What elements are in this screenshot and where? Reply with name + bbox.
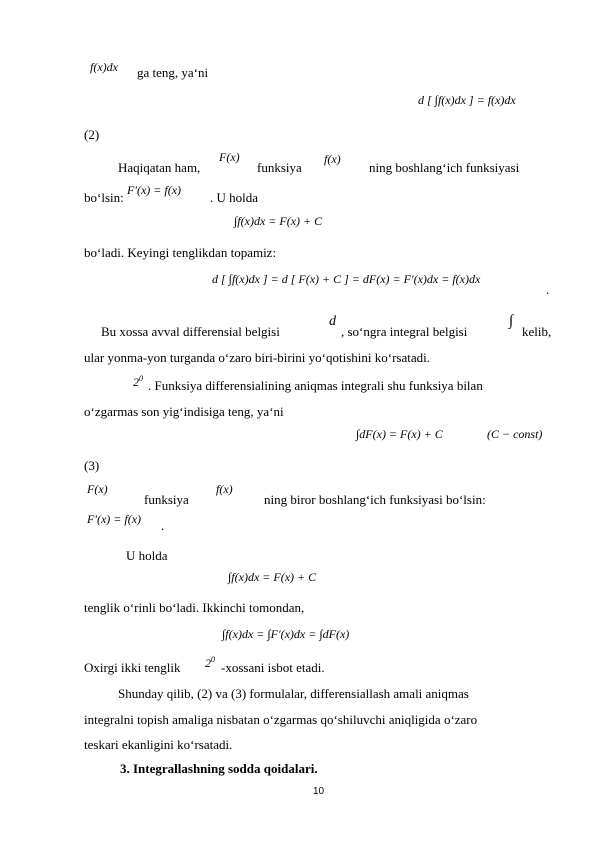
text-line: o‘zgarmas son yig‘indisiga teng, ya‘ni: [84, 404, 284, 419]
text-line: . U holda: [210, 190, 259, 205]
formula-Fx: F(x): [87, 482, 108, 496]
formula-fxdx: f(x)dx: [90, 60, 118, 74]
text-line: Haqiqatan ham,: [118, 160, 201, 175]
text-line: ular yonma-yon turganda o‘zaro biri-birini yo‘qotishini ko‘rsatadi.: [84, 350, 430, 365]
formula-Fx: F(x): [219, 150, 240, 164]
integral-sign: ∫: [509, 313, 514, 329]
text-line: , so‘ngra integral belgisi: [341, 324, 468, 339]
formula-Fprime-eq-f: F′(x) = f(x): [87, 512, 142, 526]
formula-d: d: [329, 314, 336, 329]
text-line: bo‘ladi. Keyingi tenglikdan topamiz:: [84, 245, 277, 260]
equation-integral-f: ∫f(x)dx = F(x) + C: [228, 570, 317, 584]
equation-d-integral: d [ ∫f(x)dx ] = f(x)dx: [418, 93, 516, 107]
formula-two: $2^0$: [205, 655, 215, 670]
equation-3: ∫dF(x) = F(x) + C: [356, 427, 443, 441]
punctuation: .: [161, 518, 165, 533]
text-line: Bu xossa avval differensial belgisi: [101, 324, 280, 339]
text-line: -xossani isbot etadi.: [221, 660, 325, 675]
formula-fx: f(x): [216, 482, 233, 496]
equation-long-chain: d [ ∫f(x)dx ] = d [ F(x) + C ] = dF(x) = F′(x)dx = f(x)dx: [212, 272, 481, 286]
formula-Fprime-eq-f: F′(x) = f(x): [127, 183, 182, 197]
punctuation: .: [546, 282, 550, 297]
section-heading: 3. Integrallashning sodda qoidalari.: [120, 761, 318, 776]
formula-fx: f(x): [324, 152, 341, 166]
text-line: bo‘lsin:: [84, 190, 124, 205]
text-line: integralni topish amaliga nisbatan o‘zgarmas qo‘shiluvchi aniqligida o‘zaro: [84, 712, 478, 727]
text-line: tenglik o‘rinli bo‘ladi. Ikkinchi tomondan,: [84, 600, 305, 615]
equation-integral-f: ∫f(x)dx = F(x) + C: [234, 214, 323, 228]
text-line: U holda: [126, 548, 168, 563]
page-number: 10: [313, 786, 325, 797]
formula-two: $2^0$: [133, 374, 143, 389]
text-line: kelib,: [522, 324, 552, 339]
text-line: ning biror boshlang‘ich funksiyasi bo‘lsin:: [264, 492, 486, 507]
text-line: Oxirgi ikki tenglik: [84, 660, 181, 675]
equation-number-3: (3): [84, 458, 100, 473]
text-line: . Funksiya differensialining aniqmas integrali shu funksiya bilan: [148, 378, 483, 393]
text-line: ga teng, ya‘ni: [137, 65, 209, 80]
equation-number-2: (2): [84, 127, 100, 142]
text-line: ning boshlang‘ich funksiyasi: [369, 160, 520, 175]
equation-3-const: (C − const): [487, 427, 543, 441]
text-line: funksiya: [144, 492, 189, 507]
text-line: teskari ekanligini ko‘rsatadi.: [84, 737, 233, 752]
text-line: Shunday qilib, (2) va (3) formulalar, differensiallash amali aniqmas: [118, 686, 469, 701]
text-line: funksiya: [257, 160, 302, 175]
equation-integral-chain: ∫f(x)dx = ∫F′(x)dx = ∫dF(x): [222, 627, 350, 641]
